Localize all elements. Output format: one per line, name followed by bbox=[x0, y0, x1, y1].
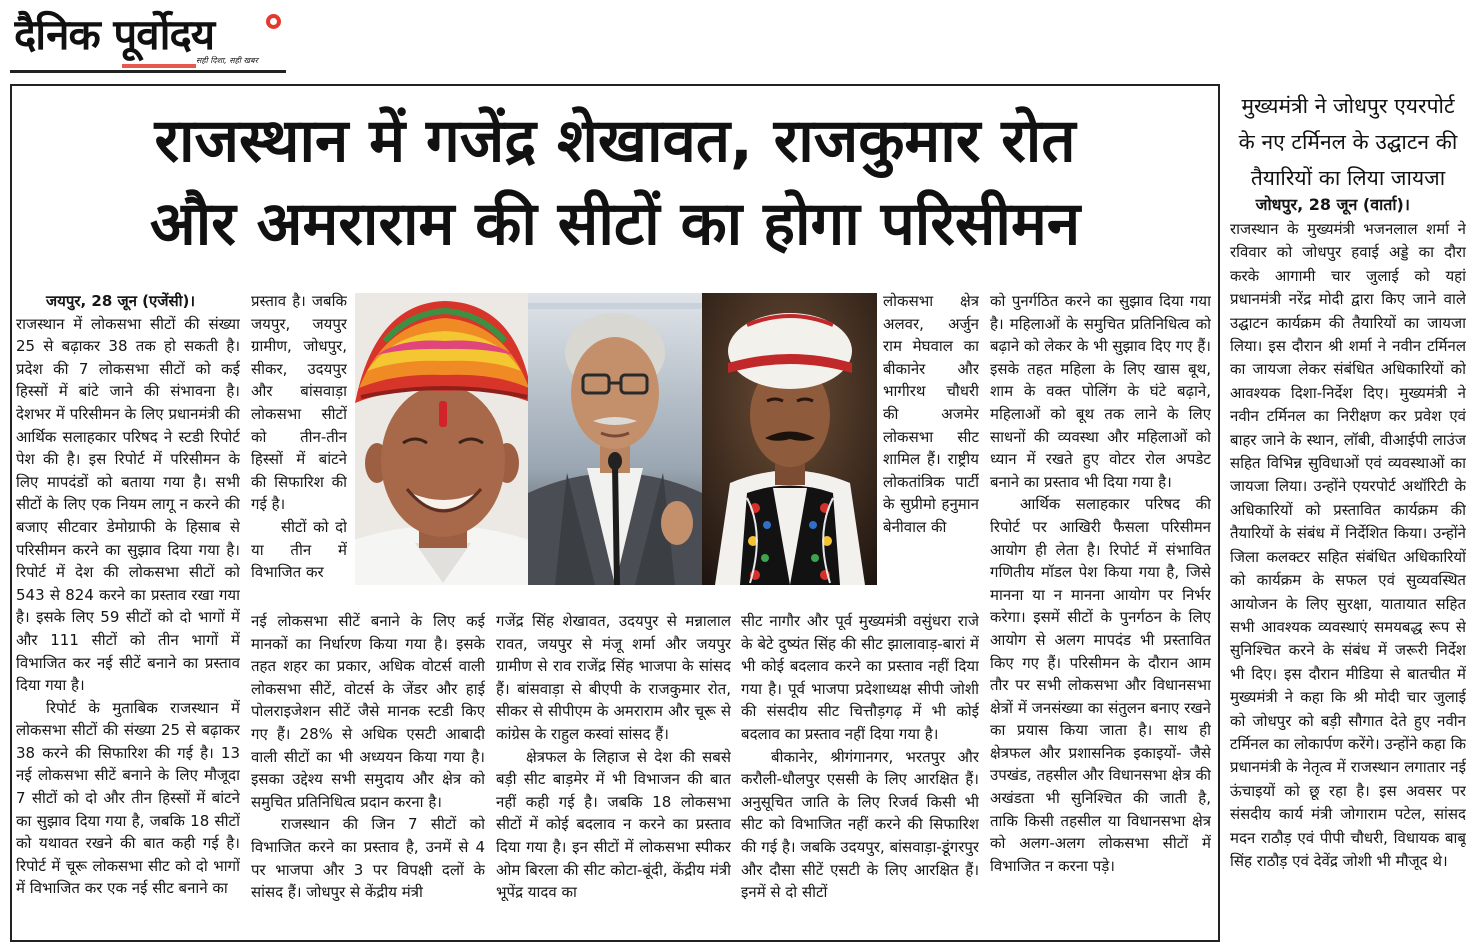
masthead-red-strip bbox=[122, 64, 196, 68]
paragraph: बीकानेर, श्रीगंगानगर, भरतपुर और करौली-धौलपुर एससी के लिए आरक्षित हैं। अनुसूचित जाति के लिए रिजर्व किसी भी सीट को विभाजित नहीं करने की सिफारिश की गई है। जबकि उदयपुर, बांसवाड़ा-डूंगरपुर और दौसा सीटें एसटी के लिए आरक्षित हैं। इनमें से दो सीटों bbox=[741, 747, 979, 902]
sidebar-headline-line-2: के नए टर्मिनल के उद्घाटन की bbox=[1238, 130, 1458, 154]
article-column-2-bottom bbox=[251, 610, 485, 936]
sidebar-headline-line-1: मुख्यमंत्री ने जोधपुर एयरपोर्ट bbox=[1241, 94, 1455, 118]
article-column-2-top bbox=[251, 290, 347, 610]
paragraph: सीट नागौर और पूर्व मुख्यमंत्री वसुंधरा राजे के बेटे दुष्यंत सिंह की सीट झालावाड़-बारां में भी कोई बदलाव करने का प्रस्ताव नहीं दिया गया है। पूर्व भाजपा प्रदेशाध्यक्ष सीपी जोशी की संसदीय सीट चित्तौड़गढ़ में भी कोई बदलाव का प्रस्ताव नहीं दिया गया है। bbox=[741, 612, 979, 743]
article-column-3 bbox=[496, 610, 731, 936]
paragraph: को पुनर्गठित करने का सुझाव दिया गया है। महिलाओं के समुचित प्रतिनिधित्व को बढ़ाने को लेकर के भी सुझाव दिए गए हैं। इसके तहत महिला के लिए खास बूथ, शाम के वक्त पोलिंग के घंटे बढ़ाने, महिलाओं को बूथ तक लाने के लिए साधनों की व्यवस्था और महिलाओं को ध्यान में रखते हुए वोटर रोल अपडेट बनाने का प्रस्ताव भी दिया गया है। bbox=[990, 292, 1211, 491]
paragraph: सीटों को दो या तीन में विभाजित कर bbox=[251, 517, 347, 582]
main-headline-line-1: राजस्थान में गजेंद्र शेखावत, राजकुमार रोत bbox=[154, 106, 1076, 176]
paragraph: नई लोकसभा सीटें बनाने के लिए कई मानकों का निर्धारण किया गया है। इसके तहत शहर का प्रकार, अधिक वोटर्स वाली लोकसभा सीटें, वोटर्स के जेंडर और हाई पोलराइजेशन सीटें जैसे मानक स्टडी किए गए हैं। 28% से अधिक एसटी आबादी वाली सीटों का भी अध्ययन किया गया है। इसका उद्देश्य सभी समुदाय और क्षेत्र को समुचित प्रतिनिधित्व प्रदान करना है। bbox=[251, 612, 485, 811]
paragraph: लोकसभा क्षेत्र अलवर, अर्जुन राम मेघवाल का बीकानेर और भागीरथ चौधरी की अजमेर लोकसभा सीट शामिल हैं। राष्ट्रीय लोकतांत्रिक पार्टी के सुप्रीमो हनुमान बेनीवाल की bbox=[883, 292, 979, 536]
main-headline-line-2: और अमराराम की सीटों का होगा परिसीमन bbox=[149, 189, 1081, 259]
paragraph: राजस्थान में लोकसभा सीटों की संख्या 25 से बढ़ाकर 38 तक हो सकती है। प्रदेश की 7 लोकसभा सीटों को कई हिस्सों में बांटे जाने की संभावना है। देशभर में परिसीमन के लिए प्रधानमंत्री की आर्थिक सलाहकार परिषद ने स्टडी रिपोर्ट पेश की है। इस रिपोर्ट में परिसीमन के लिए मापदंडों को बताया गया है। सभी सीटों के लिए एक नियम लागू न करने की बजाए सीटवार डेमोग्राफी के हिसाब से परिसीमन करने का सुझाव दिया गया है। रिपोर्ट में देश की लोकसभा सीटों को 543 से 824 करने का प्रस्ताव रखा गया है। इसके लिए 59 सीटों को दो भागों में और 111 सीटों को तीन भागों में विभाजित कर नई सीटें बनाने का प्रस्ताव दिया गया है। bbox=[16, 314, 240, 695]
article-dateline: जयपुर, 28 जून (एजेंसी)। bbox=[46, 292, 196, 310]
sidebar-headline bbox=[1230, 88, 1466, 196]
masthead-tagline: सही दिशा, सही खबर bbox=[196, 56, 258, 65]
paragraph: क्षेत्रफल के लिहाज से देश की सबसे बड़ी सीट बाड़मेर में भी विभाजन की बात नहीं कही गई है। जबकि 18 लोकसभा सीटों में कोई बदलाव न करने का प्रस्ताव दिया गया है। इन सीटों में लोकसभा स्पीकर ओम बिरला की सीट कोटा-बूंदी, केंद्रीय मंत्री भूपेंद्र यादव का bbox=[496, 747, 731, 902]
paragraph: राजस्थान के मुख्यमंत्री भजनलाल शर्मा ने रविवार को जोधपुर हवाई अड्डे का दौरा करके आगामी चार जुलाई को यहां प्रधानमंत्री नरेंद्र मोदी द्वारा किए जाने वाले उद्घाटन कार्यक्रम की तैयारियों का जायजा लिया। इस दौरान श्री शर्मा ने नवीन टर्मिनल का जायजा लेकर संबंधित अधिकारियों को आवश्यक दिशा-निर्देश दिए। मुख्यमंत्री ने नवीन टर्मिनल का निरीक्षण कर प्रवेश एवं बाहर जाने के स्थान, लॉबी, वीआईपी लाउंज सहित विभिन्न सुविधाओं एवं व्यवस्थाओं का जायजा लिया। उन्होंने एयरपोर्ट अथॉरिटी के अधिकारियों को प्रस्तावित कार्यक्रम की तैयारियों के संबंध में निर्देशित किया। उन्होंने जिला कलक्टर सहित संबंधित अधिकारियों को कार्यक्रम के सफल एवं सुव्यवस्थित आयोजन के लिए सुरक्षा, यातायात सहित सभी आवश्यक व्यवस्थाएं समयबद्ध रूप से सुनिश्चित करने के संबंध में जरूरी निर्देश भी दिए। इस दौरान मीडिया से बातचीत में मुख्यमंत्री ने कहा कि श्री मोदी चार जुलाई को जोधपुर को बड़ी सौगात देते हुए नवीन टर्मिनल का लोकार्पण करेंगे। उन्होंने कहा कि प्रधानमंत्री के नेतृत्व में राजस्थान लगातार नई ऊंचाइयों को छू रहा है। इस अवसर पर संसदीय कार्य मंत्री जोगाराम पटेल, सांसद मदन राठौड़ एवं पीपी चौधरी, विधायक बाबू सिंह राठौड़ एवं देवेंद्र जोशी भी मौजूद थे। bbox=[1230, 220, 1466, 870]
paragraph: राजस्थान की जिन 7 सीटों को विभाजित करने का प्रस्ताव है, उनमें से 4 पर भाजपा और 3 पर विपक्षी दलों के सांसद हैं। जोधपुर से केंद्रीय मंत्री bbox=[251, 815, 485, 902]
article-column-5 bbox=[990, 290, 1211, 936]
article-column-4-bottom bbox=[741, 610, 979, 936]
masthead-logo-dot bbox=[266, 14, 281, 29]
paragraph: गजेंद्र सिंह शेखावत, उदयपुर से मन्नालाल रावत, जयपुर से मंजू शर्मा और जयपुर ग्रामीण से राव राजेंद्र सिंह भाजपा के सांसद हैं। बांसवाड़ा से बीएपी के राजकुमार रोत, सीकर से सीपीएम के अमराराम और चूरू से कांग्रेस के राहुल कस्वां सांसद हैं। bbox=[496, 612, 731, 743]
sidebar-headline-line-3: तैयारियों का लिया जायजा bbox=[1250, 166, 1446, 190]
article-column-1 bbox=[16, 290, 240, 936]
paragraph: प्रस्ताव है। जबकि जयपुर, जयपुर ग्रामीण, जोधपुर, सीकर, उदयपुर और बांसवाड़ा लोकसभा सीटों को तीन-तीन हिस्सों में बांटने की सिफारिश की गई है। bbox=[251, 292, 347, 514]
photo-portrait-2 bbox=[528, 293, 702, 585]
sidebar-body bbox=[1230, 218, 1466, 948]
article-photo-strip bbox=[355, 293, 877, 585]
photo-portrait-1 bbox=[355, 293, 538, 585]
article-column-4-top bbox=[883, 290, 979, 610]
masthead-underline bbox=[10, 70, 286, 73]
photo-portrait-3 bbox=[702, 293, 877, 585]
sidebar-dateline: जोधपुर, 28 जून (वार्ता)। bbox=[1255, 195, 1410, 214]
paragraph: आर्थिक सलाहकार परिषद की रिपोर्ट पर आखिरी फैसला परिसीमन आयोग ही लेता है। रिपोर्ट में संभावित गणितीय मॉडल पेश किया गया है, जिसे मानना या न मानना आयोग पर निर्भर करेगा। इसमें सीटों के पुनर्गठन के लिए आयोग से अलग मापदंड भी प्रस्तावित किए गए हैं। परिसीमन के दौरान आम तौर पर सभी लोकसभा और विधानसभा क्षेत्रों में जनसंख्या का संतुलन बनाए रखने का प्रयास किया जाता है। साथ ही क्षेत्रफल और प्रशासनिक इकाइयों- जैसे उपखंड, तहसील और विधानसभा क्षेत्र की अखंडता भी सुनिश्चित की जाती है, ताकि किसी तहसील या विधानसभा क्षेत्र को अलग-अलग लोकसभा सीटों में विभाजित न करना पड़े। bbox=[990, 495, 1211, 875]
masthead-logo: दैनिक पूर्वोदय bbox=[14, 10, 215, 59]
paragraph: रिपोर्ट के मुताबिक राजस्थान में लोकसभा सीटों की संख्या 25 से बढ़ाकर 38 करने की सिफारिश की गई है। 13 नई लोकसभा सीटें बनाने के लिए मौजूदा 7 सीटों को दो और तीन हिस्सों में बांटने का सुझाव दिया गया है, जबकि 18 सीटों को यथावत रखने की बात कही गई है। रिपोर्ट में चूरू लोकसभा सीट को दो भागों में विभाजित कर एक नई सीट बनाने का bbox=[16, 698, 240, 898]
